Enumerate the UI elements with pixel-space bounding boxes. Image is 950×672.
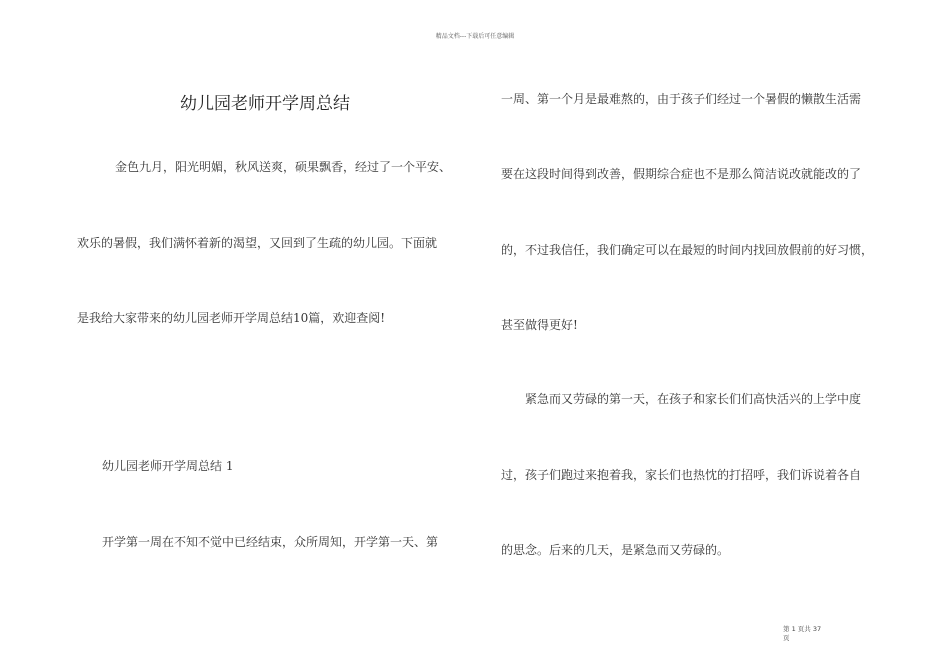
paragraph-line: 欢乐的暑假，我们满怀着新的渴望，又回到了生疏的幼儿园。下面就 (77, 236, 438, 250)
page-number (783, 625, 821, 643)
paragraph-line: 的，不过我信任，我们确定可以在最短的时间内找回放假前的好习惯， (501, 243, 874, 257)
document-title: 幼儿园老师开学周总结 (180, 94, 350, 114)
paragraph-line: 一周、第一个月是最难熬的，由于孩子们经过一个暑假的懒散生活需 (501, 92, 862, 106)
page-number-line: 第 1 页共 37 (783, 625, 822, 633)
paragraph-line: 要在这段时间得到改善，假期综合症也不是那么简洁说改就能改的了 (501, 167, 862, 181)
paragraph-line: 是我给大家带来的幼儿园老师开学周总结10篇，欢迎查阅! (77, 311, 386, 325)
header-note: 精品文档---下载后可任意编辑 (435, 33, 515, 40)
section-heading: 幼儿园老师开学周总结 1 (102, 459, 234, 473)
paragraph-line: 紧急而又劳碌的第一天，在孩子和家长们们高快活兴的上学中度 (525, 392, 862, 406)
paragraph-line: 过，孩子们跑过来抱着我，家长们也热忱的打招呼，我们诉说着各自 (501, 468, 862, 482)
paragraph-line: 甚至做得更好! (501, 318, 578, 332)
paragraph-line: 金色九月，阳光明媚，秋风送爽，硕果飘香，经过了一个平安、 (115, 160, 452, 174)
page-number-line: 页 (783, 634, 790, 642)
paragraph-line: 的思念。后来的几天，是紧急而又劳碌的。 (501, 543, 730, 557)
paragraph-line: 开学第一周在不知不觉中已经结束，众所周知，开学第一天、第 (102, 535, 439, 549)
